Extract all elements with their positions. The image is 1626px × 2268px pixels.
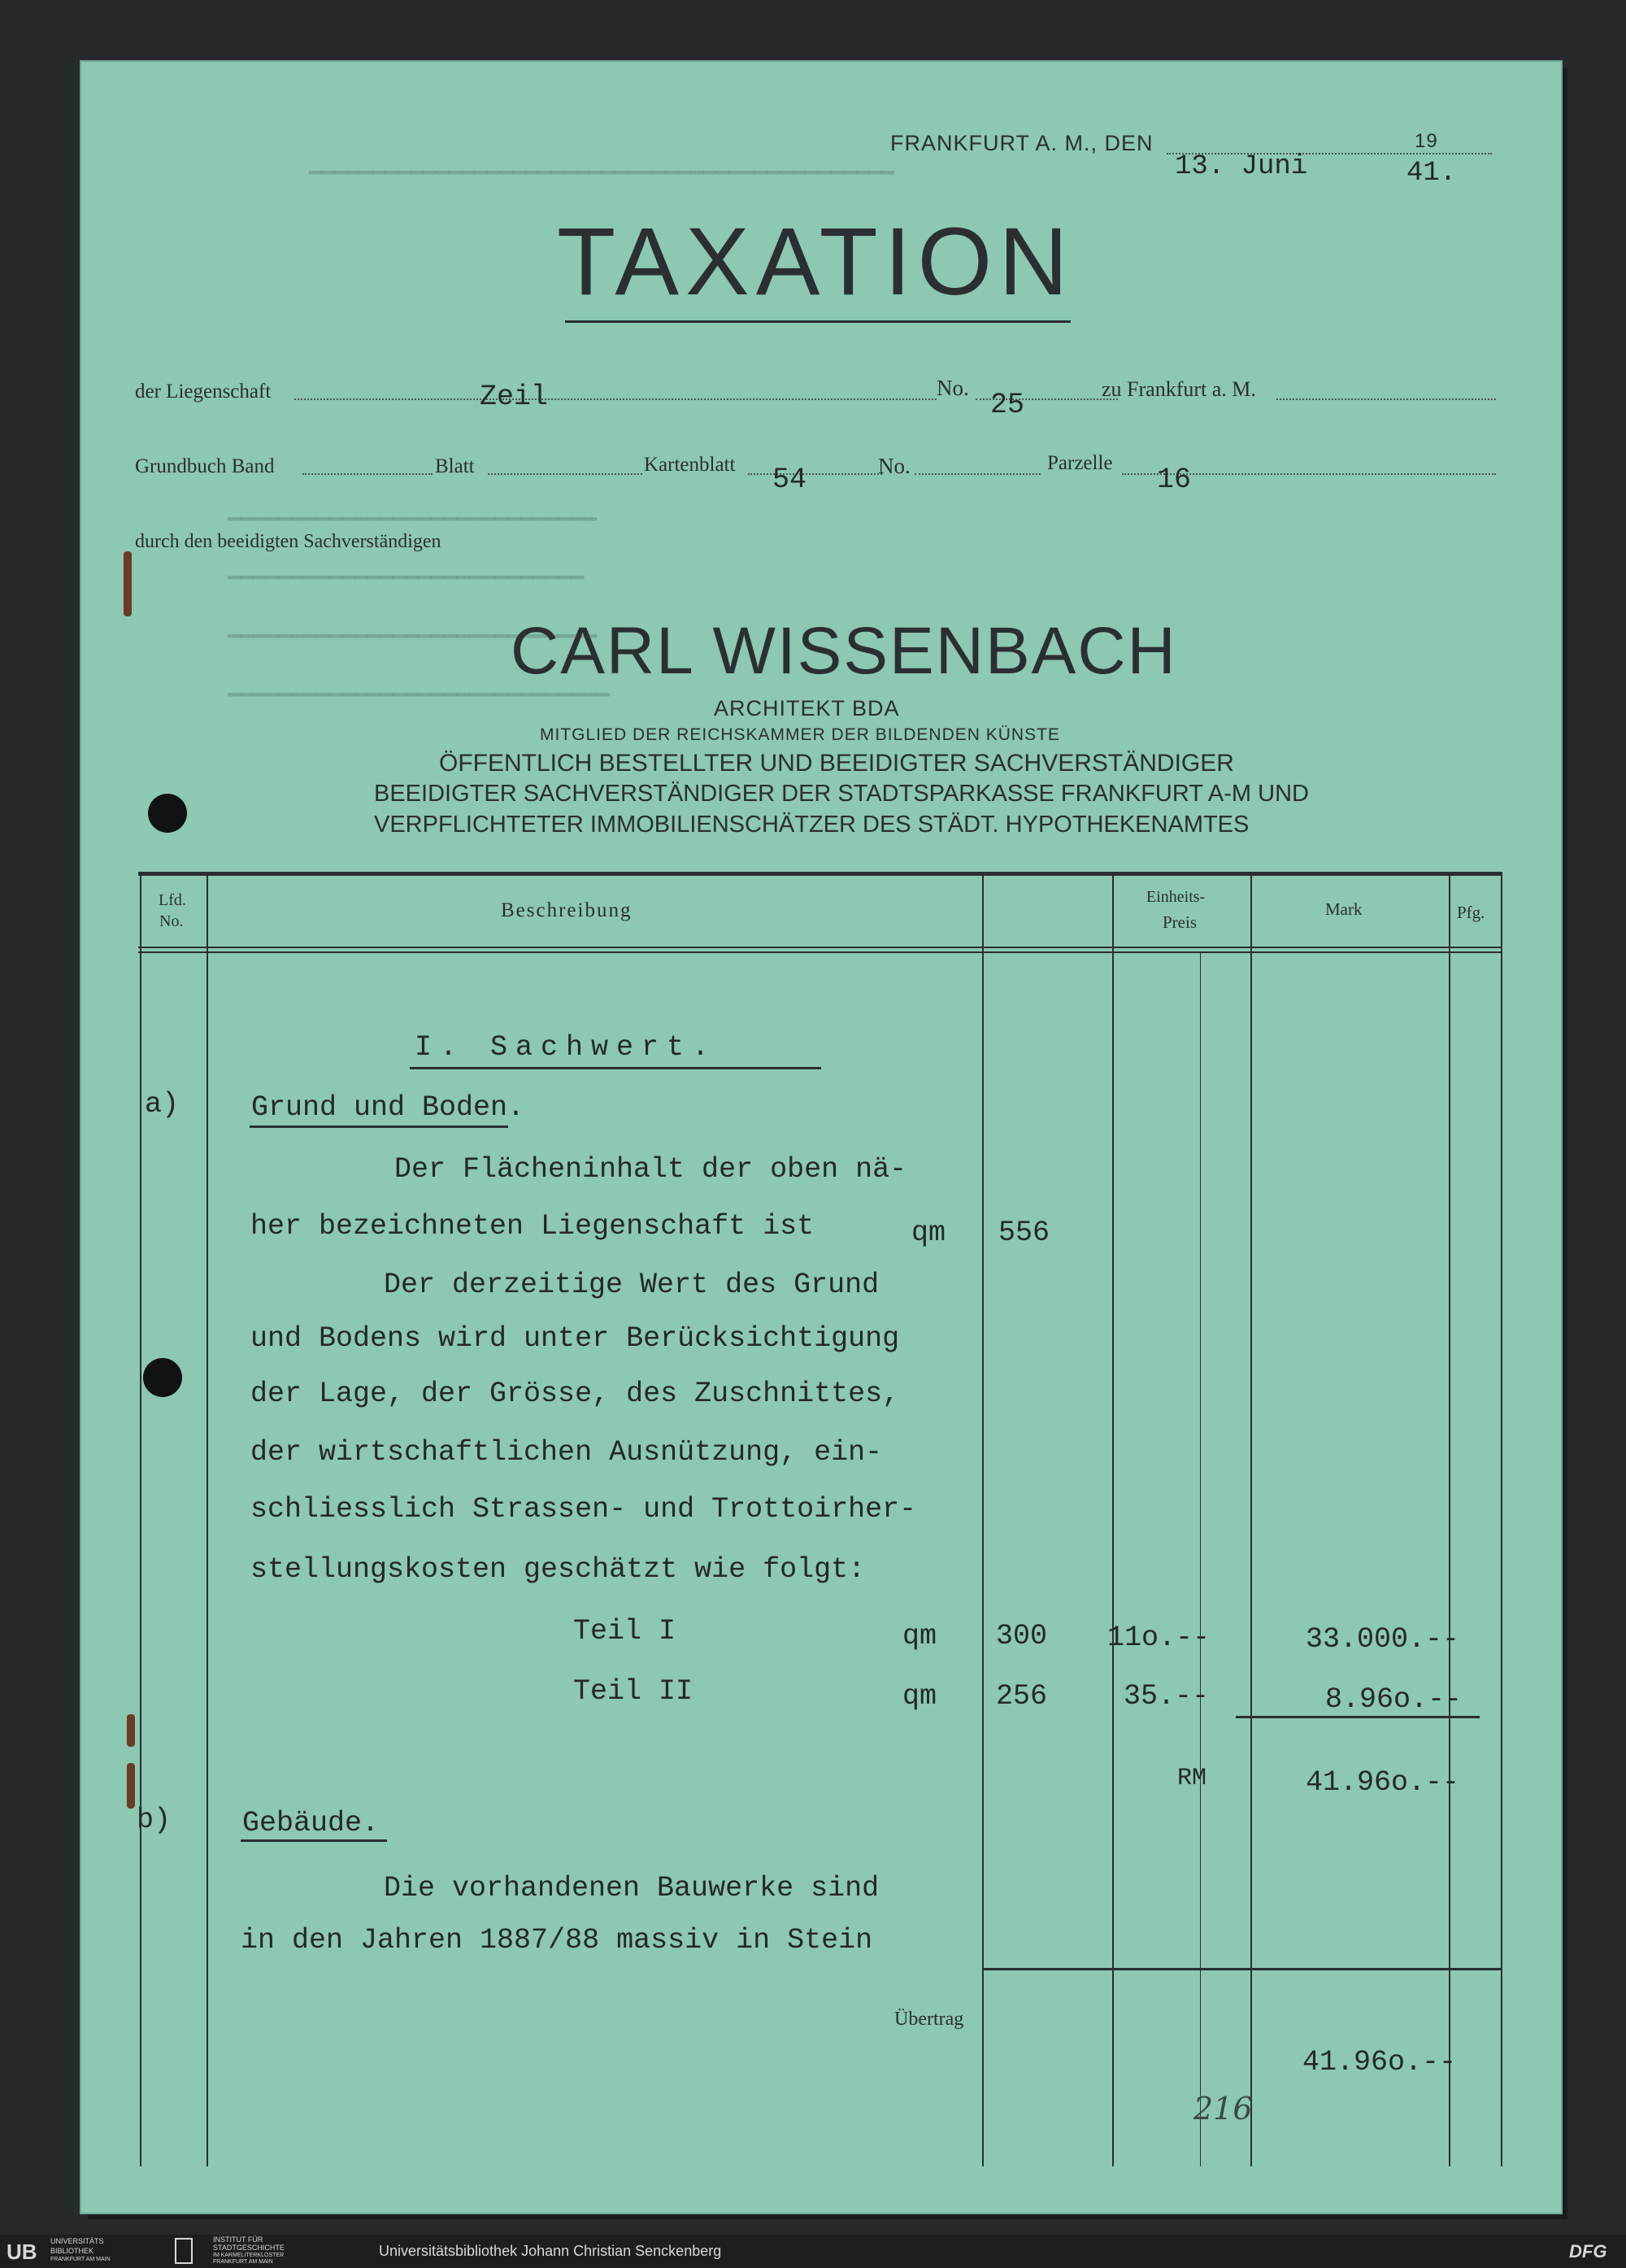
header-lfd: Lfd. [159,891,186,909]
isg-text-2: STADTGESCHICHTE [213,2244,285,2252]
table-header-rule-2 [138,951,1502,953]
expert-name: CARL WISSENBACH [511,614,1177,688]
table-right-border [1501,875,1502,2166]
header-einheits: Einheits- [1146,888,1206,906]
no2-dotted-line [915,473,1041,475]
expert-membership: MITGLIED DER REICHSKAMMER DER BILDENDEN KÜNSTE [540,725,1060,744]
teil2-mark: 8.96o.-- [1325,1683,1463,1716]
parzelle-label: Parzelle [1047,452,1113,474]
no-label: No. [937,376,969,400]
city-label: zu Frankfurt a. M. [1102,377,1256,401]
teil2-label: Teil II [573,1675,693,1708]
expert-line4: BEEIDIGTER SACHVERSTÄNDIGER DER STADTSPARKASSE FRANKFURT A-M UND [374,781,1309,807]
teil1-mark: 33.000.-- [1306,1623,1460,1656]
ub-text-1: UNIVERSITÄTS [50,2237,104,2245]
show-through-text: ━━━━━━━━━━━━━━━━━━━━━━━━━━━━━━━━━━━━━━━━━━━━━━ [309,162,895,186]
col-price-border [1250,875,1252,2166]
desc-line-3: Der derzeitige Wert des Grund [384,1269,880,1301]
item-b-letter: b) [137,1804,172,1836]
blatt-dotted-line [488,473,642,475]
header-lfd-no: No. [159,912,184,930]
date-value: 13. Juni [1175,151,1308,182]
b-line-2: in den Jahren 1887/88 massiv in Stein [241,1924,873,1957]
staple-rust-mark [127,1714,135,1747]
expert-intro: durch den beeidigten Sachverständigen [135,531,441,552]
header-beschreibung: Beschreibung [501,899,633,921]
liegenschaft-dotted-line [294,398,937,400]
kartenblatt-value: 54 [772,464,807,496]
dfg-logo: DFG [1569,2241,1607,2261]
show-through-text: ━━━━━━━━━━━━━━━━━━━━━━━━━━━━ [228,567,585,591]
show-through-text: ━━━━━━━━━━━━━━━━━━━━━━━━━━━━━ [228,625,597,650]
no-value: 25 [990,389,1025,421]
place-date-label: FRANKFURT A. M., DEN [890,131,1154,155]
table-left-border [140,875,141,2166]
isg-emblem-icon [175,2238,193,2264]
area-total: 556 [998,1217,1050,1249]
teil2-qm: 256 [996,1680,1048,1713]
teil2-unit: qm [902,1680,937,1713]
table-top-rule [138,872,1502,876]
desc-line-6: der wirtschaftlichen Ausnützung, ein- [250,1436,883,1469]
isg-text-1: INSTITUT FÜR [213,2235,263,2244]
library-footer [0,2235,1626,2268]
sum-value: 41.96o.-- [1306,1766,1460,1799]
col-price-inner [1200,953,1201,2166]
desc-line-5: der Lage, der Grösse, des Zuschnittes, [250,1378,900,1410]
teil1-unit: qm [902,1620,937,1652]
expert-title: ARCHITEKT BDA [714,696,900,720]
teil1-label: Teil I [573,1615,676,1648]
col-mark-border [1449,875,1450,2166]
footer-caption: Universitätsbibliothek Johann Christian Senckenberg [379,2243,722,2259]
ub-logo: UB [7,2240,37,2264]
col-lfd-border [207,875,208,2166]
isg-text-3: IM KARMELITERKLOSTER [213,2253,285,2258]
kartenblatt-dotted-line [748,473,882,475]
desc-line-2: her bezeichneten Liegenschaft ist [250,1210,815,1243]
desc-line-4: und Bodens wird unter Berücksichtigung [250,1322,900,1355]
sum-rule [1236,1716,1480,1718]
year-value: 41. [1406,158,1457,189]
document-title: TAXATION [557,208,1075,316]
desc-line-1: Der Flächeninhalt der oben nä- [394,1153,907,1186]
item-b-title: Gebäude. [242,1807,380,1839]
area-unit: qm [911,1217,946,1249]
punch-hole [143,1358,182,1397]
item-b-underline [241,1839,387,1842]
ub-text-3: FRANKFURT AM MAIN [50,2257,111,2262]
liegenschaft-value: Zeil [480,381,549,413]
isg-text-4: FRANKFURT AM MAIN [213,2259,273,2265]
desc-line-8: stellungskosten geschätzt wie folgt: [250,1553,866,1586]
header-pfg: Pfg. [1457,903,1485,922]
liegenschaft-label: der Liegenschaft [135,381,272,403]
section-title-underline [410,1067,821,1069]
show-through-text: ━━━━━━━━━━━━━━━━━━━━━━━━━━━━━ [228,508,597,533]
table-header-rule [138,947,1502,948]
col-qty-border [1112,875,1114,2166]
section-title: I. Sachwert. [415,1031,718,1064]
header-preis: Preis [1163,912,1197,932]
blatt-label: Blatt [435,455,475,477]
expert-line5: VERPFLICHTETER IMMOBILIENSCHÄTZER DES STÄDT. HYPOTHEKENAMTES [374,812,1250,838]
teil1-price: 11o.-- [1107,1622,1211,1654]
item-a-letter: a) [145,1088,180,1121]
no2-label: No. [878,454,911,478]
grundbuch-dotted-line [302,473,433,475]
desc-line-7: schliesslich Strassen- und Trottoirher- [250,1493,917,1526]
b-line-1: Die vorhandenen Bauwerke sind [384,1872,880,1905]
uebertrag-rule [984,1968,1501,1970]
ub-text-2: BIBLIOTHEK [50,2247,94,2255]
teil2-price: 35.-- [1124,1680,1210,1713]
show-through-text: ━━━━━━━━━━━━━━━━━━━━━━━━━━━━━━ [228,684,610,708]
grundbuch-label: Grundbuch Band [135,455,275,477]
uebertrag-label: Übertrag [894,2009,964,2030]
col-desc-border [982,875,984,2166]
parzelle-value: 16 [1157,464,1192,496]
kartenblatt-label: Kartenblatt [644,454,736,476]
header-mark: Mark [1325,899,1363,919]
teil1-qm: 300 [996,1620,1048,1652]
staple-rust-mark [124,551,132,616]
punch-hole [148,794,187,833]
expert-line3: ÖFFENTLICH BESTELLTER UND BEEIDIGTER SACHVERSTÄNDIGER [439,750,1234,777]
item-a-underline [250,1125,508,1128]
staple-rust-mark [127,1763,135,1809]
sum-currency: RM [1177,1765,1207,1792]
document-page [81,62,1561,2213]
year-prefix: 19 [1415,130,1438,152]
handwritten-page-number: 216 [1193,2091,1253,2127]
title-underline [565,320,1071,323]
city-dotted-line [1276,398,1496,400]
uebertrag-value: 41.96o.-- [1302,2046,1457,2079]
item-a-title: Grund und Boden. [251,1091,525,1124]
